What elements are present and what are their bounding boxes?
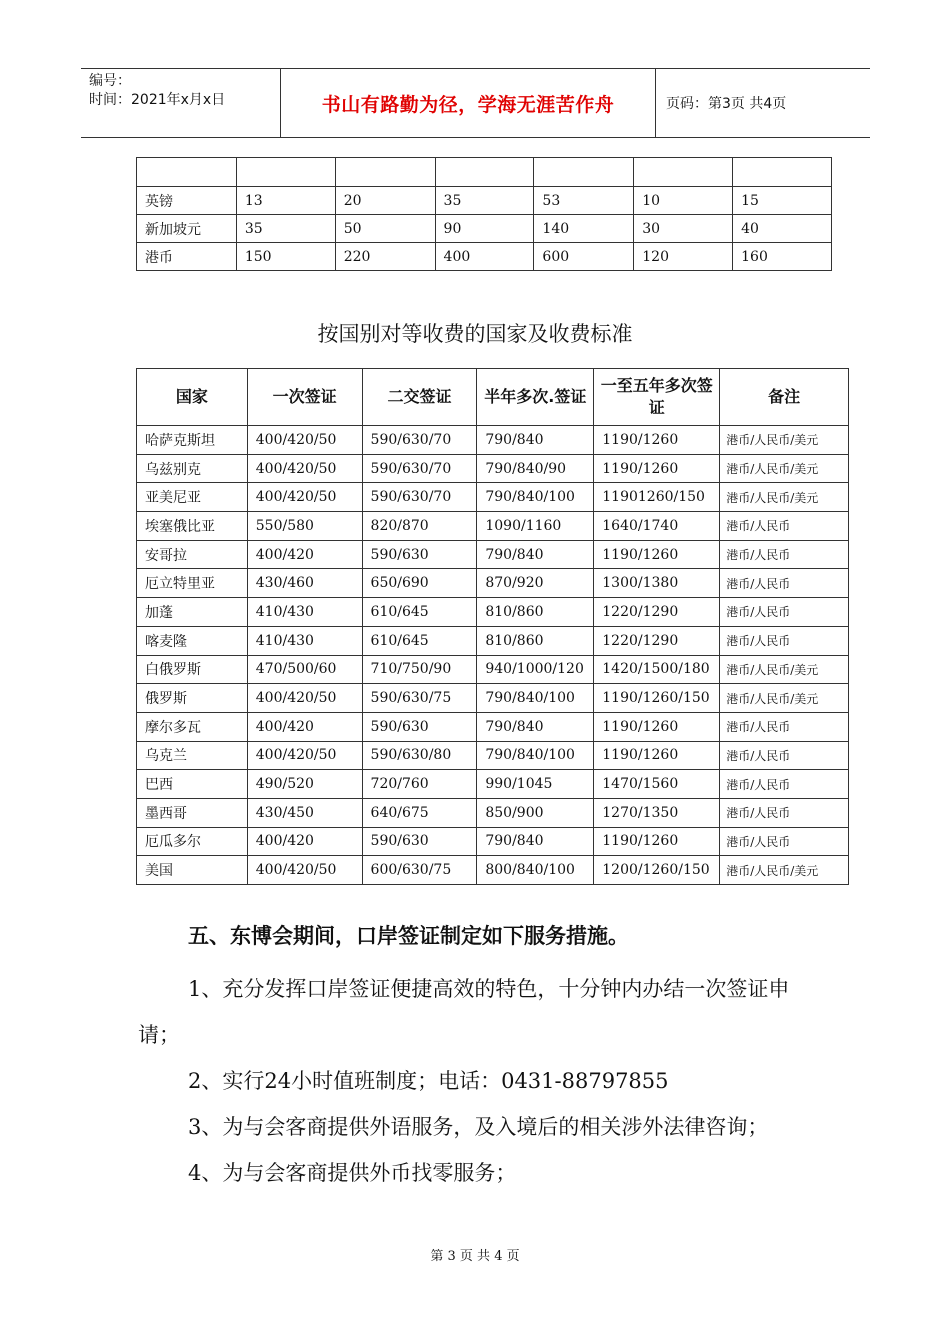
column-header: 半年多次.签证 — [477, 369, 594, 426]
table-cell: 港币/人民币/美元 — [720, 684, 849, 713]
table-cell: 1270/1350 — [594, 798, 720, 827]
page-footer: 第 3 页 共 4 页 — [430, 1249, 520, 1264]
column-header: 备注 — [720, 369, 849, 426]
table-row — [137, 626, 849, 655]
table-cell: 港币/人民币 — [720, 770, 849, 799]
section-body — [138, 966, 828, 1196]
table-cell: 650/690 — [362, 569, 477, 598]
country-cell: 厄立特里亚 — [137, 569, 248, 598]
table-row — [137, 158, 832, 187]
table-cell: 940/1000/120 — [477, 655, 594, 684]
table-cell: 港币/人民币 — [720, 598, 849, 627]
country-cell: 白俄罗斯 — [137, 655, 248, 684]
table-cell: 790/840 — [477, 827, 594, 856]
table-cell: 410/430 — [247, 626, 362, 655]
list-item: 1、充分发挥口岸签证便捷高效的特色，十分钟内办结一次签证申请； — [138, 977, 790, 1047]
table-cell: 590/630 — [362, 712, 477, 741]
column-header: 国家 — [137, 369, 248, 426]
table-cell: 53 — [534, 187, 634, 215]
table-row — [137, 655, 849, 684]
table-row — [137, 827, 849, 856]
table-cell: 600 — [534, 243, 634, 271]
country-fee-table — [136, 368, 849, 885]
country-cell: 加蓬 — [137, 598, 248, 627]
table-cell: 400/420/50 — [247, 483, 362, 512]
table-row — [137, 712, 849, 741]
country-cell: 乌克兰 — [137, 741, 248, 770]
table-cell: 港币/人民币/美元 — [720, 454, 849, 483]
table-cell: 610/645 — [362, 626, 477, 655]
table-cell: 1190/1260 — [594, 540, 720, 569]
table-cell: 英镑 — [137, 187, 237, 215]
section-heading: 五、东博会期间，口岸签证制定如下服务措施。 — [188, 924, 629, 948]
table-cell: 40 — [733, 215, 832, 243]
table-cell: 港币/人民币/美元 — [720, 856, 849, 885]
currency-fee-table — [136, 157, 832, 271]
table-cell: 1300/1380 — [594, 569, 720, 598]
table-cell: 430/460 — [247, 569, 362, 598]
table-cell: 800/840/100 — [477, 856, 594, 885]
table-cell: 90 — [435, 215, 534, 243]
table-row — [137, 187, 832, 215]
table-cell: 820/870 — [362, 512, 477, 541]
table-row — [137, 684, 849, 713]
country-cell: 美国 — [137, 856, 248, 885]
table-cell: 590/630 — [362, 540, 477, 569]
table-cell: 590/630 — [362, 827, 477, 856]
table-cell: 11901260/150 — [594, 483, 720, 512]
table-cell: 710/750/90 — [362, 655, 477, 684]
country-cell: 安哥拉 — [137, 540, 248, 569]
table-cell: 470/500/60 — [247, 655, 362, 684]
table-cell: 720/760 — [362, 770, 477, 799]
table-cell: 590/630/70 — [362, 454, 477, 483]
table-cell: 870/920 — [477, 569, 594, 598]
table-cell: 1640/1740 — [594, 512, 720, 541]
table-cell: 400/420/50 — [247, 741, 362, 770]
list-item: 4、为与会客商提供外币找零服务； — [188, 1161, 517, 1185]
table-cell: 35 — [236, 215, 335, 243]
table-row — [137, 215, 832, 243]
table-cell: 790/840 — [477, 426, 594, 455]
table-row — [137, 243, 832, 271]
number-label: 编号： — [89, 73, 131, 89]
table-cell: 600/630/75 — [362, 856, 477, 885]
table-cell: 35 — [435, 187, 534, 215]
table-cell: 1190/1260 — [594, 426, 720, 455]
table-cell: 1190/1260 — [594, 741, 720, 770]
table-cell: 港币/人民币/美元 — [720, 426, 849, 455]
table-row — [137, 454, 849, 483]
table-cell: 港币/人民币/美元 — [720, 655, 849, 684]
table-row — [137, 770, 849, 799]
table-cell — [335, 158, 435, 187]
country-cell: 乌兹别克 — [137, 454, 248, 483]
column-header: 一次签证 — [247, 369, 362, 426]
table-cell: 430/450 — [247, 798, 362, 827]
column-header: 一至五年多次签证 — [594, 369, 720, 426]
table-cell — [435, 158, 534, 187]
table-cell: 港币/人民币 — [720, 626, 849, 655]
table-cell: 13 — [236, 187, 335, 215]
table-header-row — [137, 369, 849, 426]
table-cell: 1190/1260 — [594, 712, 720, 741]
table-cell: 850/900 — [477, 798, 594, 827]
table-cell — [534, 158, 634, 187]
table-cell: 990/1045 — [477, 770, 594, 799]
country-cell: 墨西哥 — [137, 798, 248, 827]
country-cell: 厄瓜多尔 — [137, 827, 248, 856]
country-cell: 俄罗斯 — [137, 684, 248, 713]
table-cell: 640/675 — [362, 798, 477, 827]
table-cell: 港币/人民币 — [720, 712, 849, 741]
column-header: 二交签证 — [362, 369, 477, 426]
table-cell: 1190/1260 — [594, 827, 720, 856]
table-cell: 590/630/75 — [362, 684, 477, 713]
country-cell: 摩尔多瓦 — [137, 712, 248, 741]
table-cell — [137, 158, 237, 187]
table-cell: 1200/1260/150 — [594, 856, 720, 885]
table-cell: 港币/人民币 — [720, 827, 849, 856]
table-cell: 610/645 — [362, 598, 477, 627]
table-cell: 400/420 — [247, 712, 362, 741]
table-row — [137, 598, 849, 627]
country-cell: 亚美尼亚 — [137, 483, 248, 512]
table-row — [137, 569, 849, 598]
table-cell: 790/840/90 — [477, 454, 594, 483]
table-cell: 1220/1290 — [594, 626, 720, 655]
table-cell: 港币/人民币/美元 — [720, 483, 849, 512]
table-cell: 490/520 — [247, 770, 362, 799]
table-cell: 1220/1290 — [594, 598, 720, 627]
table-cell: 1090/1160 — [477, 512, 594, 541]
table-cell: 400 — [435, 243, 534, 271]
table-cell: 港币/人民币 — [720, 798, 849, 827]
table-cell: 550/580 — [247, 512, 362, 541]
table-cell: 30 — [634, 215, 733, 243]
table-row — [137, 540, 849, 569]
table-row — [137, 512, 849, 541]
country-cell: 埃塞俄比亚 — [137, 512, 248, 541]
table-cell: 港币/人民币 — [720, 741, 849, 770]
table-cell: 810/860 — [477, 598, 594, 627]
table-cell: 400/420/50 — [247, 454, 362, 483]
table-cell: 港币/人民币 — [720, 512, 849, 541]
country-cell: 巴西 — [137, 770, 248, 799]
table-cell: 1470/1560 — [594, 770, 720, 799]
page-header — [81, 68, 870, 138]
table-row — [137, 483, 849, 512]
table-cell: 港币/人民币 — [720, 540, 849, 569]
table-row — [137, 856, 849, 885]
table-cell — [733, 158, 832, 187]
table-cell: 400/420 — [247, 827, 362, 856]
table-cell: 1420/1500/180 — [594, 655, 720, 684]
table-cell: 新加坡元 — [137, 215, 237, 243]
table-cell: 港币/人民币 — [720, 569, 849, 598]
table-cell: 400/420/50 — [247, 856, 362, 885]
table-cell: 400/420/50 — [247, 426, 362, 455]
table-cell: 10 — [634, 187, 733, 215]
table-cell: 1190/1260/150 — [594, 684, 720, 713]
time-label: 时间：2021年x月x日 — [89, 92, 226, 108]
list-item: 2、实行24小时值班制度；电话：0431-88797855 — [188, 1069, 669, 1093]
table-cell: 120 — [634, 243, 733, 271]
table-cell — [634, 158, 733, 187]
table-cell: 790/840/100 — [477, 483, 594, 512]
fee-table-title: 按国别对等收费的国家及收费标准 — [317, 322, 633, 346]
table-cell: 400/420/50 — [247, 684, 362, 713]
header-motto: 书山有路勤为径，学海无涯苦作舟 — [281, 69, 656, 137]
country-cell: 喀麦隆 — [137, 626, 248, 655]
table-cell: 20 — [335, 187, 435, 215]
table-cell: 160 — [733, 243, 832, 271]
table-cell: 140 — [534, 215, 634, 243]
table-cell: 810/860 — [477, 626, 594, 655]
table-cell: 1190/1260 — [594, 454, 720, 483]
table-cell: 590/630/70 — [362, 426, 477, 455]
table-cell: 15 — [733, 187, 832, 215]
table-cell: 590/630/70 — [362, 483, 477, 512]
header-meta — [81, 69, 281, 137]
table-cell: 400/420 — [247, 540, 362, 569]
table-cell: 150 — [236, 243, 335, 271]
table-cell — [236, 158, 335, 187]
table-row — [137, 798, 849, 827]
table-cell: 港币 — [137, 243, 237, 271]
table-cell: 790/840 — [477, 540, 594, 569]
table-cell: 790/840/100 — [477, 684, 594, 713]
list-item: 3、为与会客商提供外语服务，及入境后的相关涉外法律咨询； — [188, 1115, 769, 1139]
table-cell: 590/630/80 — [362, 741, 477, 770]
table-cell: 790/840 — [477, 712, 594, 741]
table-cell: 220 — [335, 243, 435, 271]
table-cell: 50 — [335, 215, 435, 243]
table-row — [137, 741, 849, 770]
table-row — [137, 426, 849, 455]
header-page-label: 页码：第3页 共4页 — [666, 96, 787, 112]
country-cell: 哈萨克斯坦 — [137, 426, 248, 455]
table-cell: 790/840/100 — [477, 741, 594, 770]
table-cell: 410/430 — [247, 598, 362, 627]
